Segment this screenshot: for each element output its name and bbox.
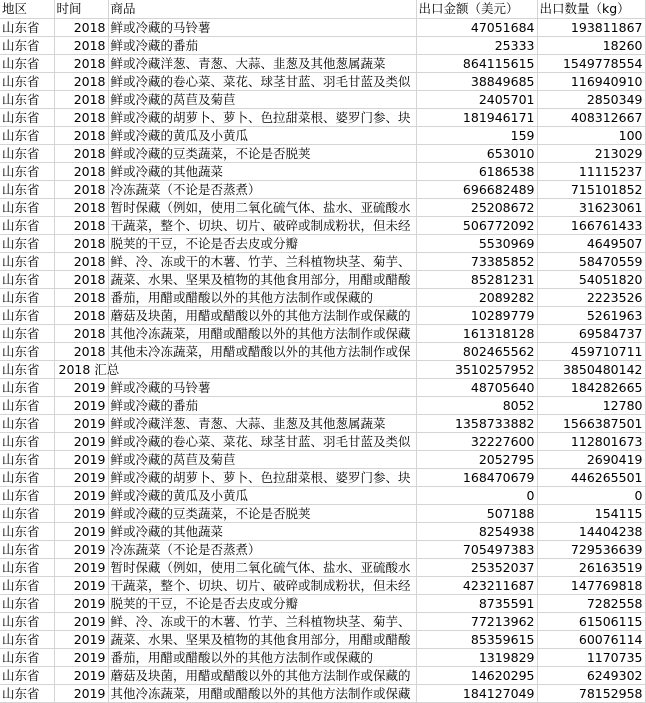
cell-quantity[interactable]: 3850480142 <box>537 360 645 378</box>
cell-quantity[interactable]: 1566387501 <box>537 414 645 432</box>
table-row <box>0 522 645 540</box>
table-row <box>0 504 645 522</box>
cell-amount[interactable]: 73385852 <box>416 252 537 270</box>
cell-year[interactable]: 2019 <box>54 540 108 558</box>
cell-product[interactable]: 鲜或冷藏洋葱、青葱、大蒜、韭葱及其他葱属蔬菜 <box>108 414 416 432</box>
cell-region[interactable]: 山东省 <box>0 54 54 72</box>
cell-amount[interactable]: 48705640 <box>416 378 537 396</box>
cell-quantity[interactable]: 729536639 <box>537 540 645 558</box>
cell-region[interactable]: 山东省 <box>0 270 54 288</box>
cell-region[interactable]: 山东省 <box>0 234 54 252</box>
cell-quantity[interactable]: 60076114 <box>537 630 645 648</box>
table-row <box>0 450 645 468</box>
cell-year[interactable]: 2019 <box>54 612 108 630</box>
table-row <box>0 18 645 36</box>
cell-quantity[interactable]: 112801673 <box>537 432 645 450</box>
cell-year[interactable]: 2019 <box>54 558 108 576</box>
cell-quantity[interactable]: 69584737 <box>537 324 645 342</box>
cell-quantity[interactable]: 31623061 <box>537 198 645 216</box>
cell-product[interactable]: 鲜或冷藏的马铃薯 <box>108 378 416 396</box>
cell-product[interactable]: 番茄，用醋或醋酸以外的其他方法制作或保藏的 <box>108 648 416 666</box>
table-row <box>0 252 645 270</box>
cell-amount[interactable]: 3510257952 <box>416 360 537 378</box>
table-row <box>0 36 645 54</box>
table-row <box>0 342 645 360</box>
cell-quantity[interactable]: 4649507 <box>537 234 645 252</box>
cell-year[interactable]: 2018 <box>54 288 108 306</box>
cell-amount[interactable]: 38849685 <box>416 72 537 90</box>
cell-amount[interactable]: 8052 <box>416 396 537 414</box>
cell-year[interactable]: 2018 <box>54 18 108 36</box>
table-row <box>0 72 645 90</box>
cell-region[interactable]: 山东省 <box>0 198 54 216</box>
cell-quantity[interactable]: 1170735 <box>537 648 645 666</box>
cell-amount[interactable]: 85281231 <box>416 270 537 288</box>
cell-product[interactable]: 鲜或冷藏的卷心菜、菜花、球茎甘蓝、羽毛甘蓝及类似 <box>108 72 416 90</box>
cell-amount[interactable]: 423211687 <box>416 576 537 594</box>
table-row <box>0 324 645 342</box>
cell-quantity[interactable]: 2690419 <box>537 450 645 468</box>
cell-amount[interactable]: 181946171 <box>416 108 537 126</box>
cell-year[interactable]: 2019 <box>54 378 108 396</box>
subtotal-row <box>0 360 645 378</box>
cell-product[interactable]: 暂时保藏（例如，使用二氧化硫气体、盐水、亚硫酸水 <box>108 198 416 216</box>
cell-quantity[interactable]: 154115 <box>537 504 645 522</box>
cell-region[interactable]: 山东省 <box>0 126 54 144</box>
cell-quantity[interactable]: 18260 <box>537 36 645 54</box>
cell-region[interactable]: 山东省 <box>0 216 54 234</box>
cell-year[interactable]: 2018 <box>54 72 108 90</box>
cell-year[interactable]: 2019 <box>54 576 108 594</box>
table-row <box>0 144 645 162</box>
cell-year[interactable]: 2018 <box>54 162 108 180</box>
cell-amount[interactable]: 802465562 <box>416 342 537 360</box>
cell-quantity[interactable]: 11115237 <box>537 162 645 180</box>
cell-amount[interactable]: 25208672 <box>416 198 537 216</box>
cell-year[interactable]: 2019 <box>54 630 108 648</box>
cell-region[interactable]: 山东省 <box>0 324 54 342</box>
cell-region[interactable]: 山东省 <box>0 468 54 486</box>
header-amount[interactable]: 出口金额（美元） <box>416 0 537 18</box>
cell-amount[interactable]: 161318128 <box>416 324 537 342</box>
cell-amount[interactable]: 2405701 <box>416 90 537 108</box>
cell-year[interactable]: 2019 <box>54 504 108 522</box>
cell-product[interactable]: 鲜、冷、冻或干的木薯、竹芋、兰科植物块茎、菊芋、 <box>108 252 416 270</box>
cell-amount[interactable]: 77213962 <box>416 612 537 630</box>
cell-amount[interactable]: 8254938 <box>416 522 537 540</box>
cell-year[interactable]: 2019 <box>54 432 108 450</box>
cell-year[interactable]: 2019 <box>54 684 108 702</box>
cell-quantity[interactable]: 459710711 <box>537 342 645 360</box>
table-row <box>0 306 645 324</box>
cell-region[interactable]: 山东省 <box>0 306 54 324</box>
cell-amount[interactable]: 32227600 <box>416 432 537 450</box>
cell-year[interactable]: 2018 <box>54 54 108 72</box>
cell-year[interactable]: 2019 <box>54 522 108 540</box>
cell-quantity[interactable]: 6249302 <box>537 666 645 684</box>
cell-product[interactable]: 其他未冷冻蔬菜，用醋或醋酸以外的其他方法制作或保 <box>108 342 416 360</box>
cell-year[interactable]: 2019 <box>54 450 108 468</box>
cell-year[interactable]: 2018 汇总 <box>54 360 108 378</box>
cell-region[interactable]: 山东省 <box>0 504 54 522</box>
cell-region[interactable]: 山东省 <box>0 108 54 126</box>
cell-quantity[interactable]: 78152958 <box>537 684 645 702</box>
cell-quantity[interactable]: 1549778554 <box>537 54 645 72</box>
cell-region[interactable]: 山东省 <box>0 486 54 504</box>
cell-year[interactable]: 2018 <box>54 306 108 324</box>
cell-product[interactable]: 鲜或冷藏的黄瓜及小黄瓜 <box>108 126 416 144</box>
cell-amount[interactable]: 2089282 <box>416 288 537 306</box>
cell-quantity[interactable]: 2223526 <box>537 288 645 306</box>
cell-region[interactable]: 山东省 <box>0 252 54 270</box>
cell-product[interactable]: 暂时保藏（例如，使用二氧化硫气体、盐水、亚硫酸水 <box>108 558 416 576</box>
cell-region[interactable]: 山东省 <box>0 594 54 612</box>
table-row <box>0 630 645 648</box>
table-row <box>0 414 645 432</box>
cell-region[interactable]: 山东省 <box>0 360 54 378</box>
cell-year[interactable]: 2018 <box>54 198 108 216</box>
header-product[interactable]: 商品 <box>108 0 416 18</box>
cell-year[interactable]: 2019 <box>54 396 108 414</box>
cell-year[interactable]: 2019 <box>54 666 108 684</box>
cell-region[interactable]: 山东省 <box>0 144 54 162</box>
table-row <box>0 612 645 630</box>
cell-product[interactable]: 其他冷冻蔬菜，用醋或醋酸以外的其他方法制作或保藏 <box>108 324 416 342</box>
cell-year[interactable]: 2018 <box>54 234 108 252</box>
cell-quantity[interactable]: 408312667 <box>537 108 645 126</box>
cell-region[interactable]: 山东省 <box>0 18 54 36</box>
table-row <box>0 486 645 504</box>
cell-product[interactable]: 鲜或冷藏的其他蔬菜 <box>108 522 416 540</box>
cell-region[interactable]: 山东省 <box>0 180 54 198</box>
cell-amount[interactable]: 5530969 <box>416 234 537 252</box>
cell-region[interactable]: 山东省 <box>0 450 54 468</box>
cell-year[interactable]: 2018 <box>54 180 108 198</box>
cell-quantity[interactable]: 12780 <box>537 396 645 414</box>
table-row <box>0 684 645 702</box>
table-row <box>0 594 645 612</box>
header-quantity[interactable]: 出口数量（kg） <box>537 0 645 18</box>
cell-amount[interactable]: 2052795 <box>416 450 537 468</box>
cell-product[interactable]: 脱荚的干豆，不论是否去皮或分瓣 <box>108 234 416 252</box>
cell-quantity[interactable]: 5261963 <box>537 306 645 324</box>
cell-product[interactable]: 鲜或冷藏的胡萝卜、萝卜、色拉甜菜根、婆罗门参、块 <box>108 468 416 486</box>
cell-amount[interactable]: 159 <box>416 126 537 144</box>
cell-product[interactable]: 干蔬菜，整个、切块、切片、破碎或制成粉状，但未经 <box>108 576 416 594</box>
cell-amount[interactable]: 85359615 <box>416 630 537 648</box>
table-row <box>0 666 645 684</box>
table-row <box>0 54 645 72</box>
cell-quantity[interactable]: 715101852 <box>537 180 645 198</box>
cell-amount[interactable]: 184127049 <box>416 684 537 702</box>
cell-amount[interactable]: 1319829 <box>416 648 537 666</box>
cell-region[interactable]: 山东省 <box>0 288 54 306</box>
table-row <box>0 432 645 450</box>
cell-region[interactable]: 山东省 <box>0 612 54 630</box>
cell-amount[interactable]: 25333 <box>416 36 537 54</box>
cell-quantity[interactable]: 446265501 <box>537 468 645 486</box>
cell-region[interactable]: 山东省 <box>0 162 54 180</box>
cell-year[interactable]: 2019 <box>54 414 108 432</box>
cell-region[interactable]: 山东省 <box>0 72 54 90</box>
cell-year[interactable]: 2018 <box>54 90 108 108</box>
cell-region[interactable]: 山东省 <box>0 540 54 558</box>
cell-year[interactable]: 2019 <box>54 648 108 666</box>
cell-quantity[interactable]: 54051820 <box>537 270 645 288</box>
cell-region[interactable]: 山东省 <box>0 522 54 540</box>
cell-product[interactable]: 鲜或冷藏的莴苣及菊苣 <box>108 450 416 468</box>
cell-product[interactable]: 鲜或冷藏的马铃薯 <box>108 18 416 36</box>
cell-quantity[interactable]: 147769818 <box>537 576 645 594</box>
cell-region[interactable]: 山东省 <box>0 396 54 414</box>
cell-product[interactable]: 蘑菇及块菌，用醋或醋酸以外的其他方法制作或保藏的 <box>108 306 416 324</box>
cell-quantity[interactable]: 2850349 <box>537 90 645 108</box>
header-year[interactable]: 时间 <box>54 0 108 18</box>
cell-year[interactable]: 2018 <box>54 144 108 162</box>
cell-quantity[interactable]: 0 <box>537 486 645 504</box>
cell-product[interactable]: 冷冻蔬菜（不论是否蒸煮） <box>108 180 416 198</box>
cell-year[interactable]: 2019 <box>54 486 108 504</box>
cell-product[interactable]: 鲜或冷藏的黄瓜及小黄瓜 <box>108 486 416 504</box>
cell-product[interactable] <box>108 360 416 378</box>
cell-amount[interactable]: 705497383 <box>416 540 537 558</box>
table-row <box>0 216 645 234</box>
cell-product[interactable]: 蔬菜、水果、坚果及植物的其他食用部分，用醋或醋酸 <box>108 630 416 648</box>
cell-region[interactable]: 山东省 <box>0 432 54 450</box>
cell-product[interactable]: 鲜或冷藏的番茄 <box>108 36 416 54</box>
table-row <box>0 288 645 306</box>
table-row <box>0 234 645 252</box>
table-row <box>0 468 645 486</box>
cell-product[interactable]: 鲜或冷藏的其他蔬菜 <box>108 162 416 180</box>
table-row <box>0 198 645 216</box>
cell-amount[interactable]: 25352037 <box>416 558 537 576</box>
cell-quantity[interactable]: 14404238 <box>537 522 645 540</box>
table-row <box>0 270 645 288</box>
cell-product[interactable]: 鲜或冷藏的番茄 <box>108 396 416 414</box>
cell-quantity[interactable]: 166761433 <box>537 216 645 234</box>
cell-region[interactable]: 山东省 <box>0 342 54 360</box>
cell-year[interactable]: 2018 <box>54 126 108 144</box>
table-row <box>0 576 645 594</box>
cell-amount[interactable]: 10289779 <box>416 306 537 324</box>
header-region[interactable]: 地区 <box>0 0 54 18</box>
cell-amount[interactable]: 506772092 <box>416 216 537 234</box>
cell-product[interactable]: 鲜或冷藏洋葱、青葱、大蒜、韭葱及其他葱属蔬菜 <box>108 54 416 72</box>
table-row <box>0 126 645 144</box>
table-row <box>0 540 645 558</box>
cell-product[interactable]: 冷冻蔬菜（不论是否蒸煮） <box>108 540 416 558</box>
cell-quantity[interactable]: 61506115 <box>537 612 645 630</box>
cell-amount[interactable]: 14620295 <box>416 666 537 684</box>
cell-quantity[interactable]: 193811867 <box>537 18 645 36</box>
cell-year[interactable]: 2018 <box>54 324 108 342</box>
cell-quantity[interactable]: 58470559 <box>537 252 645 270</box>
cell-amount[interactable]: 696682489 <box>416 180 537 198</box>
cell-amount[interactable]: 8735591 <box>416 594 537 612</box>
cell-region[interactable]: 山东省 <box>0 414 54 432</box>
cell-quantity[interactable]: 26163519 <box>537 558 645 576</box>
cell-product[interactable]: 鲜或冷藏的豆类蔬菜，不论是否脱荚 <box>108 504 416 522</box>
cell-region[interactable]: 山东省 <box>0 666 54 684</box>
cell-product[interactable]: 蘑菇及块菌，用醋或醋酸以外的其他方法制作或保藏的 <box>108 666 416 684</box>
cell-product[interactable]: 鲜或冷藏的豆类蔬菜，不论是否脱荚 <box>108 144 416 162</box>
cell-product[interactable]: 干蔬菜，整个、切块、切片、破碎或制成粉状，但未经 <box>108 216 416 234</box>
table-row <box>0 558 645 576</box>
cell-amount[interactable]: 507188 <box>416 504 537 522</box>
cell-product[interactable]: 鲜或冷藏的卷心菜、菜花、球茎甘蓝、羽毛甘蓝及类似 <box>108 432 416 450</box>
cell-quantity[interactable]: 116940910 <box>537 72 645 90</box>
cell-region[interactable]: 山东省 <box>0 90 54 108</box>
table-row <box>0 108 645 126</box>
cell-year[interactable]: 2019 <box>54 594 108 612</box>
table-row <box>0 90 645 108</box>
cell-amount[interactable]: 47051684 <box>416 18 537 36</box>
cell-quantity[interactable]: 7282558 <box>537 594 645 612</box>
cell-amount[interactable]: 168470679 <box>416 468 537 486</box>
cell-year[interactable]: 2018 <box>54 252 108 270</box>
table-row <box>0 396 645 414</box>
table-row <box>0 180 645 198</box>
cell-product[interactable]: 其他冷冻蔬菜，用醋或醋酸以外的其他方法制作或保藏 <box>108 684 416 702</box>
cell-amount[interactable]: 1358733882 <box>416 414 537 432</box>
cell-year[interactable]: 2018 <box>54 216 108 234</box>
cell-amount[interactable]: 0 <box>416 486 537 504</box>
cell-year[interactable]: 2018 <box>54 36 108 54</box>
cell-region[interactable]: 山东省 <box>0 36 54 54</box>
cell-year[interactable]: 2018 <box>54 342 108 360</box>
cell-product[interactable]: 鲜、冷、冻或干的木薯、竹芋、兰科植物块茎、菊芋、 <box>108 612 416 630</box>
cell-quantity[interactable]: 213029 <box>537 144 645 162</box>
cell-region[interactable]: 山东省 <box>0 648 54 666</box>
cell-region[interactable]: 山东省 <box>0 558 54 576</box>
cell-amount[interactable]: 864115615 <box>416 54 537 72</box>
cell-region[interactable]: 山东省 <box>0 630 54 648</box>
cell-amount[interactable]: 6186538 <box>416 162 537 180</box>
cell-quantity[interactable]: 184282665 <box>537 378 645 396</box>
cell-product[interactable]: 鲜或冷藏的莴苣及菊苣 <box>108 90 416 108</box>
cell-year[interactable]: 2019 <box>54 468 108 486</box>
table-row <box>0 378 645 396</box>
cell-product[interactable]: 脱荚的干豆，不论是否去皮或分瓣 <box>108 594 416 612</box>
cell-product[interactable]: 番茄，用醋或醋酸以外的其他方法制作或保藏的 <box>108 288 416 306</box>
cell-product[interactable]: 蔬菜、水果、坚果及植物的其他食用部分，用醋或醋酸 <box>108 270 416 288</box>
cell-region[interactable]: 山东省 <box>0 378 54 396</box>
header-row <box>0 0 645 18</box>
cell-product[interactable]: 鲜或冷藏的胡萝卜、萝卜、色拉甜菜根、婆罗门参、块 <box>108 108 416 126</box>
cell-region[interactable]: 山东省 <box>0 576 54 594</box>
cell-year[interactable]: 2018 <box>54 108 108 126</box>
cell-amount[interactable]: 653010 <box>416 144 537 162</box>
cell-region[interactable]: 山东省 <box>0 684 54 702</box>
table-row <box>0 648 645 666</box>
table-row <box>0 162 645 180</box>
cell-year[interactable]: 2018 <box>54 270 108 288</box>
cell-quantity[interactable]: 100 <box>537 126 645 144</box>
